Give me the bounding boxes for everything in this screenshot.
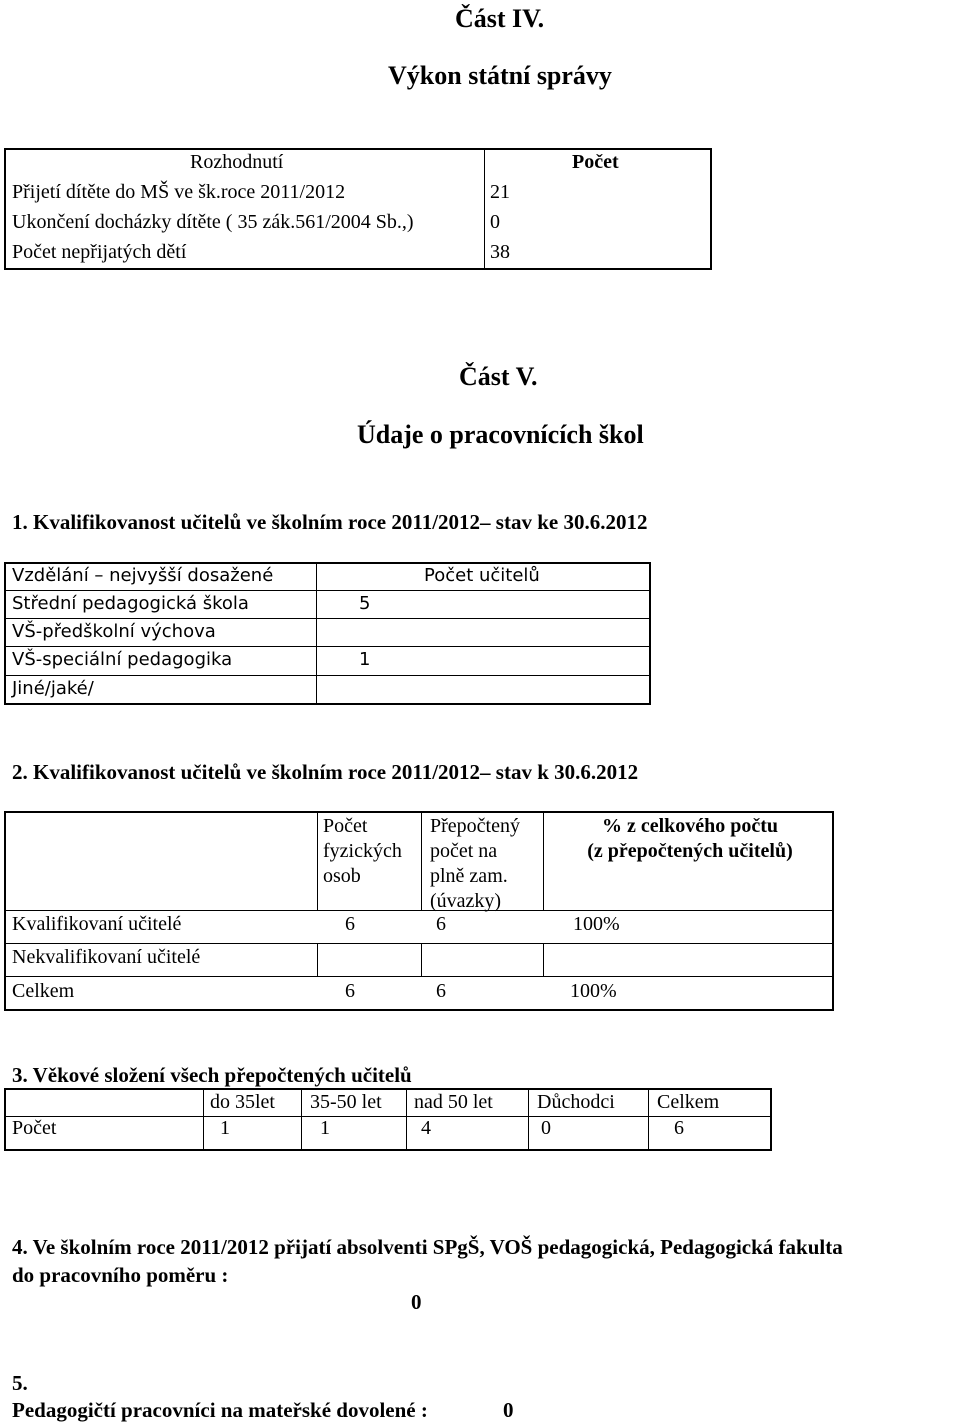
age-row-label: Počet: [12, 1117, 57, 1139]
teachers-row-converted: 6: [436, 913, 446, 935]
teachers-column-header: Počet učitelů: [424, 565, 540, 586]
physical-count-header: Počet fyzických osob: [323, 815, 402, 887]
section5-value: 0: [503, 1398, 514, 1422]
age-row-value: 4: [421, 1117, 431, 1139]
teachers-row-physical: 6: [345, 980, 355, 1002]
education-row-label: VŠ-předškolní výchova: [12, 621, 216, 642]
age-column-header: Důchodci: [537, 1091, 615, 1113]
section3-title: 3. Věkové složení všech přepočtených učitelů: [12, 1063, 412, 1087]
part4-heading: Část IV.: [455, 4, 545, 33]
decision-row-value: 0: [490, 211, 500, 233]
age-row-value: 1: [220, 1117, 230, 1139]
education-row-label: Jiné/jaké/: [12, 678, 94, 699]
education-row-label: Střední pedagogická škola: [12, 593, 249, 614]
teachers-row-label: Celkem: [12, 980, 75, 1002]
age-row-value: 6: [674, 1117, 684, 1139]
part4-subtitle: Výkon státní správy: [388, 61, 612, 90]
age-column-header: do 35let: [210, 1091, 275, 1113]
decision-row-label: Přijetí dítěte do MŠ ve šk.roce 2011/2012: [12, 181, 346, 203]
part5-heading: Část V.: [459, 362, 538, 391]
teachers-row-label: Kvalifikovaní učitelé: [12, 913, 182, 935]
section4-line1: 4. Ve školním roce 2011/2012 přijatí absolventi SPgŠ, VOŠ pedagogická, Pedagogická fakulta: [12, 1235, 843, 1259]
age-column-header: Celkem: [657, 1091, 720, 1113]
teachers-row-converted: 6: [436, 980, 446, 1002]
age-column-header: nad 50 let: [414, 1091, 493, 1113]
count-column-header: Počet: [572, 151, 619, 173]
section4-value: 0: [411, 1290, 422, 1314]
age-row-value: 1: [320, 1117, 330, 1139]
decision-column-header: Rozhodnutí: [190, 151, 284, 173]
decision-row-value: 21: [490, 181, 510, 203]
teachers-row-label: Nekvalifikovaní učitelé: [12, 946, 201, 968]
converted-count-header: Přepočtený počet na plně zam. (úvazky): [430, 815, 520, 912]
education-column-header: Vzdělání – nejvyšší dosažené: [12, 565, 274, 586]
section5-label: Pedagogičtí pracovníci na mateřské dovolené :: [12, 1398, 428, 1422]
education-row-value: 1: [359, 649, 371, 670]
section5-number: 5.: [12, 1371, 28, 1395]
age-column-header: 35-50 let: [310, 1091, 382, 1113]
section2-title: 2. Kvalifikovanost učitelů ve školním roce 2011/2012– stav k 30.6.2012: [12, 760, 639, 784]
percent-header: % z celkového počtu (z přepočtených učitelů): [587, 815, 793, 862]
teachers-row-percent: 100%: [570, 980, 617, 1002]
teachers-row-percent: 100%: [573, 913, 620, 935]
decision-row-label: Ukončení docházky dítěte ( 35 zák.561/2004 Sb.,): [12, 211, 414, 233]
education-row-label: VŠ-speciální pedagogika: [12, 649, 233, 670]
decision-row-label: Počet nepřijatých dětí: [12, 241, 187, 263]
education-row-value: 5: [359, 593, 371, 614]
age-row-value: 0: [541, 1117, 551, 1139]
section4-line2: do pracovního poměru :: [12, 1263, 229, 1287]
section1-title: 1. Kvalifikovanost učitelů ve školním roce 2011/2012– stav ke 30.6.2012: [12, 510, 648, 534]
part5-subtitle: Údaje o pracovnících škol: [357, 420, 644, 449]
teachers-row-physical: 6: [345, 913, 355, 935]
decision-row-value: 38: [490, 241, 510, 263]
